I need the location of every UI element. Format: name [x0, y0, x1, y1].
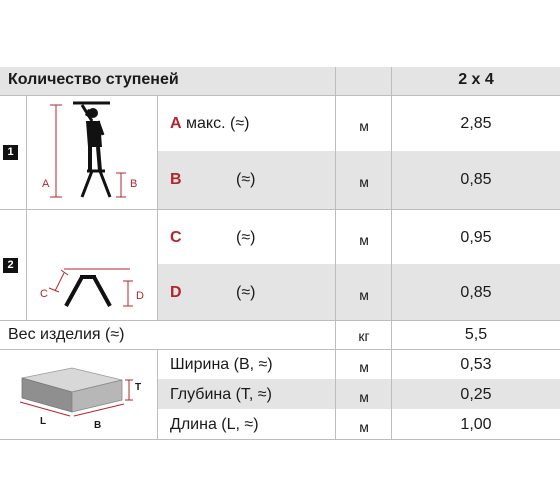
ladder-standing-diagram — [30, 97, 155, 207]
row-d-letter: D — [170, 284, 182, 301]
width-value: 0,53 — [460, 356, 492, 373]
row-b-text: (≈) — [236, 171, 256, 188]
diagram-label-a: A — [42, 178, 50, 190]
row-d-unit: м — [359, 287, 369, 303]
row-d-value: 0,85 — [460, 284, 492, 301]
row-c-unit: м — [359, 232, 369, 248]
row-b-value: 0,85 — [460, 171, 492, 188]
row-a-value: 2,85 — [460, 115, 492, 132]
length-label: Длина (L, ≈) — [170, 416, 259, 433]
row-c-text: (≈) — [236, 229, 256, 246]
row-a-label — [170, 115, 249, 133]
weight-unit: кг — [358, 328, 370, 344]
depth-label: Глубина (T, ≈) — [170, 386, 272, 403]
width-label: Ширина (B, ≈) — [170, 356, 273, 373]
depth-unit: м — [359, 389, 369, 405]
depth-value: 0,25 — [460, 386, 492, 403]
width-unit: м — [359, 359, 369, 375]
length-value: 1,00 — [460, 416, 492, 433]
header-value: 2 x 4 — [458, 71, 494, 88]
box-label-l: L — [40, 416, 47, 427]
section-badge-2: 2 — [3, 258, 18, 273]
package-box-diagram — [10, 356, 155, 434]
length-unit: м — [359, 419, 369, 435]
row-a-unit: м — [359, 118, 369, 134]
weight-label: Вес изделия (≈) — [8, 326, 125, 343]
row-a-letter: A — [170, 115, 182, 132]
box-label-b: B — [94, 420, 102, 431]
weight-value: 5,5 — [464, 326, 488, 343]
box-label-t: T — [135, 382, 142, 393]
diagram-label-b: B — [130, 178, 138, 190]
row-c-letter: C — [170, 229, 182, 246]
row-d-text: (≈) — [236, 284, 256, 301]
section-badge-1: 1 — [3, 145, 18, 160]
diagram-label-c: C — [40, 288, 48, 300]
row-a-text: макс. (≈) — [186, 115, 250, 132]
row-c-value: 0,95 — [460, 229, 492, 246]
row-b-unit: м — [359, 174, 369, 190]
header-title: Количество ступеней — [8, 71, 179, 88]
row-b-letter: B — [170, 171, 182, 188]
diagram-label-d: D — [136, 290, 144, 302]
